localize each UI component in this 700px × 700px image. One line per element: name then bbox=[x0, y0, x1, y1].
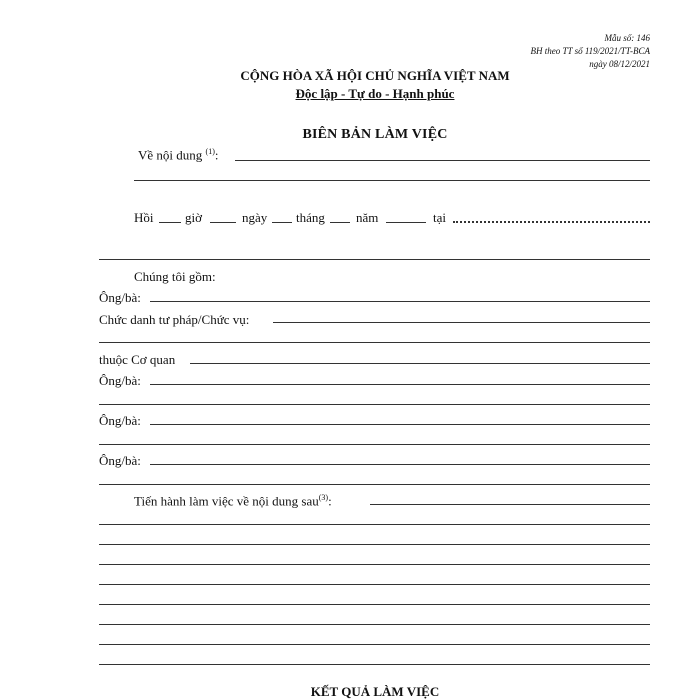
proceed-colon: : bbox=[328, 493, 332, 509]
proceed-line-6[interactable] bbox=[99, 624, 650, 625]
person-1-field[interactable] bbox=[150, 301, 650, 302]
person-2-label: Ông/bà: bbox=[99, 373, 141, 388]
form-issued-date: ngày 08/12/2021 bbox=[589, 59, 650, 69]
person-2-field-line-2[interactable] bbox=[99, 404, 650, 405]
hour-field[interactable] bbox=[159, 222, 181, 223]
blank-line[interactable] bbox=[99, 259, 650, 260]
person-4-field-line-2[interactable] bbox=[99, 484, 650, 485]
person-3-field[interactable] bbox=[150, 424, 650, 425]
position-field[interactable] bbox=[273, 322, 650, 323]
time-place-label: tại bbox=[433, 210, 446, 225]
proceed-line-4[interactable] bbox=[99, 584, 650, 585]
month-field[interactable] bbox=[330, 222, 350, 223]
position-label: Chức danh tư pháp/Chức vụ: bbox=[99, 312, 250, 327]
person-4-label: Ông/bà: bbox=[99, 453, 141, 468]
proceed-line-2[interactable] bbox=[99, 544, 650, 545]
person-1-label: Ông/bà: bbox=[99, 290, 141, 305]
content-line-2[interactable] bbox=[134, 180, 650, 181]
form-issued-by: BH theo TT số 119/2021/TT-BCA bbox=[530, 46, 650, 56]
time-hour-unit: giờ bbox=[185, 210, 202, 225]
proceed-field[interactable] bbox=[370, 504, 650, 505]
place-field[interactable] bbox=[453, 221, 650, 223]
time-year-label: năm bbox=[356, 210, 379, 225]
person-3-label: Ông/bà: bbox=[99, 413, 141, 428]
person-3-field-line-2[interactable] bbox=[99, 444, 650, 445]
proceed-line-5[interactable] bbox=[99, 604, 650, 605]
agency-field[interactable] bbox=[190, 363, 650, 364]
members-heading: Chúng tôi gồm: bbox=[134, 269, 216, 284]
agency-label: thuộc Cơ quan bbox=[99, 352, 176, 367]
form-number: Mẫu số: 146 bbox=[604, 33, 650, 43]
proceed-line-7[interactable] bbox=[99, 644, 650, 645]
content-label-text: Về nội dung bbox=[138, 147, 203, 163]
result-section-heading: KẾT QUẢ LÀM VIỆC bbox=[310, 684, 440, 699]
content-label bbox=[138, 147, 218, 163]
minute-field[interactable] bbox=[210, 222, 236, 223]
person-4-field[interactable] bbox=[150, 464, 650, 465]
person-2-field[interactable] bbox=[150, 384, 650, 385]
day-field[interactable] bbox=[272, 222, 292, 223]
proceed-label bbox=[134, 493, 332, 509]
form-number-note bbox=[530, 32, 650, 71]
content-colon: : bbox=[214, 147, 219, 163]
proceed-line-8[interactable] bbox=[99, 664, 650, 665]
time-hour-label: Hồi bbox=[134, 210, 154, 225]
position-field-line-2[interactable] bbox=[99, 342, 650, 343]
document-title: BIÊN BẢN LÀM VIỆC bbox=[302, 127, 448, 142]
proceed-footnote: (3) bbox=[318, 493, 329, 502]
national-motto: Độc lập - Tự do - Hạnh phúc bbox=[295, 86, 455, 101]
time-day-label: ngày bbox=[242, 210, 268, 225]
national-title: CỘNG HÒA XÃ HỘI CHỦ NGHĨA VIỆT NAM bbox=[240, 68, 510, 83]
content-footnote: (1) bbox=[205, 147, 215, 156]
year-field[interactable] bbox=[386, 222, 426, 223]
content-line-1[interactable] bbox=[235, 160, 650, 161]
time-month-label: tháng bbox=[296, 210, 325, 225]
proceed-line-1[interactable] bbox=[99, 524, 650, 525]
proceed-label-text: Tiến hành làm việc về nội dung sau bbox=[134, 493, 319, 509]
proceed-line-3[interactable] bbox=[99, 564, 650, 565]
